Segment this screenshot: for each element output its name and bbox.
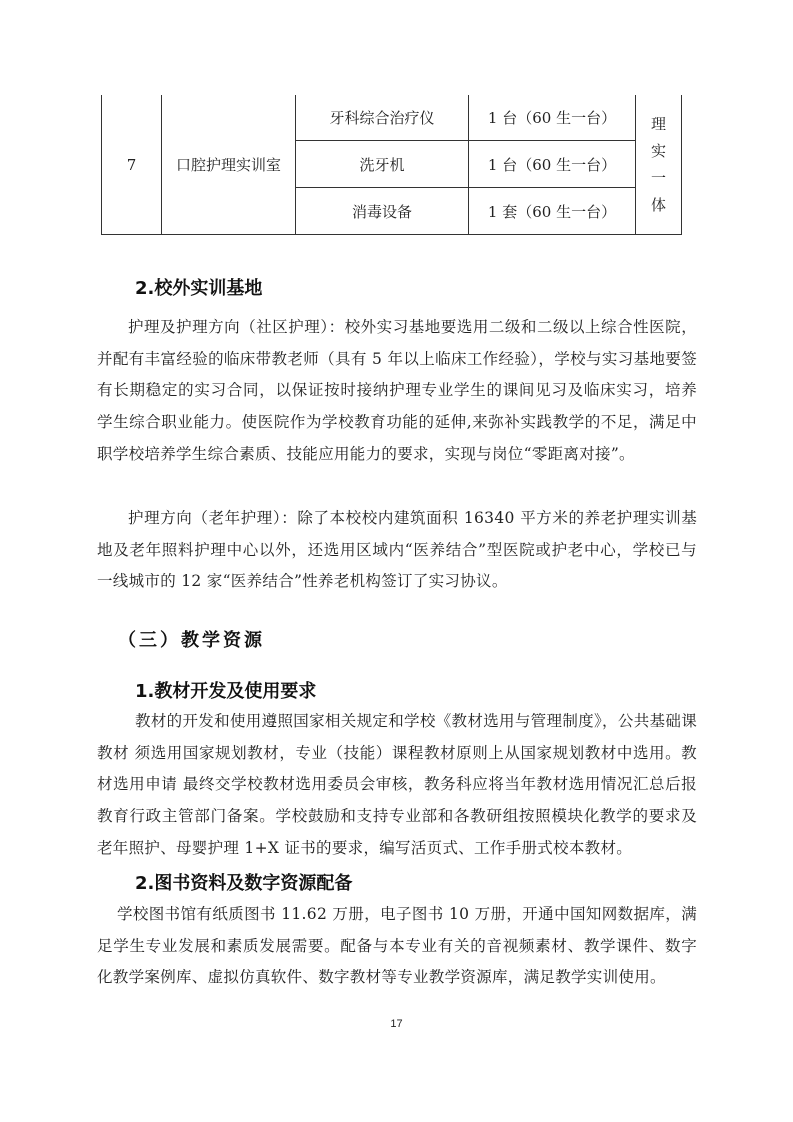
equipment-table [101,95,682,235]
mode-char: 理 [650,114,666,133]
equipment-name-cell: 洗牙机 [296,141,469,188]
paragraph-elderly-nursing: 护理方向（老年护理）：除了本校校内建筑面积 16340 平方米的养老护理实训基地及老年照料护理中心以外，还选用区域内“医养结合”型医院或护老中心，学校已与一线城市的 12 家“医养结合”性养老机构签订了实习协议。 [97,509,697,591]
subheading-textbooks: 1.教材开发及使用要求 [135,681,317,702]
page-number: 17 [390,1018,403,1030]
teaching-mode-cell [636,95,682,235]
section-heading-teaching-resources: （三）教学资源 [118,630,265,651]
equipment-qty-cell: 1 套（60 生一台） [469,188,636,235]
equipment-name-cell: 牙科综合治疗仪 [296,95,469,141]
subheading-library: 2.图书资料及数字资源配备 [135,873,353,894]
mode-char: 实 [650,141,666,160]
row-number-cell: 7 [102,95,162,235]
paragraph-textbooks: 教材的开发和使用遵照国家相关规定和学校《教材选用与管理制度》，公共基础课教材 须选用国家规划教材，专业（技能）课程教材原则上从国家规划教材中选用。教材选用申请 最终交学校教材选用委员会审核，教务科应将当年教材选用情况汇总后报教育行政主管部门备案。学校鼓励和支持专业部和各教研组按照模块化教学的要求及老年照护、母婴护理 1+X 证书的要求，编写活页式、工作手册式校本教材。 [97,712,697,857]
mode-char: 体 [650,195,666,214]
equipment-qty-cell: 1 台（60 生一台） [469,95,636,141]
room-name-cell: 口腔护理实训室 [162,95,296,235]
equipment-name-cell: 消毒设备 [296,188,469,235]
mode-char: 一 [650,168,666,187]
equipment-qty-cell: 1 台（60 生一台） [469,141,636,188]
paragraph-community-nursing: 护理及护理方向（社区护理）：校外实习基地要选用二级和二级以上综合性医院，并配有丰富经验的临床带教老师（具有 5 年以上临床工作经验），学校与实习基地要签有长期稳定的实习合同，以保证按时接纳护理专业学生的课间见习及临床实习，培养学生综合职业能力。使医院作为学校教育功能的延伸,来弥补实践教学的不足，满足中职学校培养学生综合素质、技能应用能力的要求，实现与岗位“零距离对接”。 [97,318,697,463]
paragraph-library: 学校图书馆有纸质图书 11.62 万册，电子图书 10 万册，开通中国知网数据库，满足学生专业发展和素质发展需要。配备与本专业有关的音视频素材、教学课件、数字化教学案例库、虚拟仿真软件、数字教材等专业教学资源库，满足教学实训使用。 [97,905,698,987]
section-heading-offcampus: 2.校外实训基地 [135,278,263,299]
table-row [102,95,682,141]
